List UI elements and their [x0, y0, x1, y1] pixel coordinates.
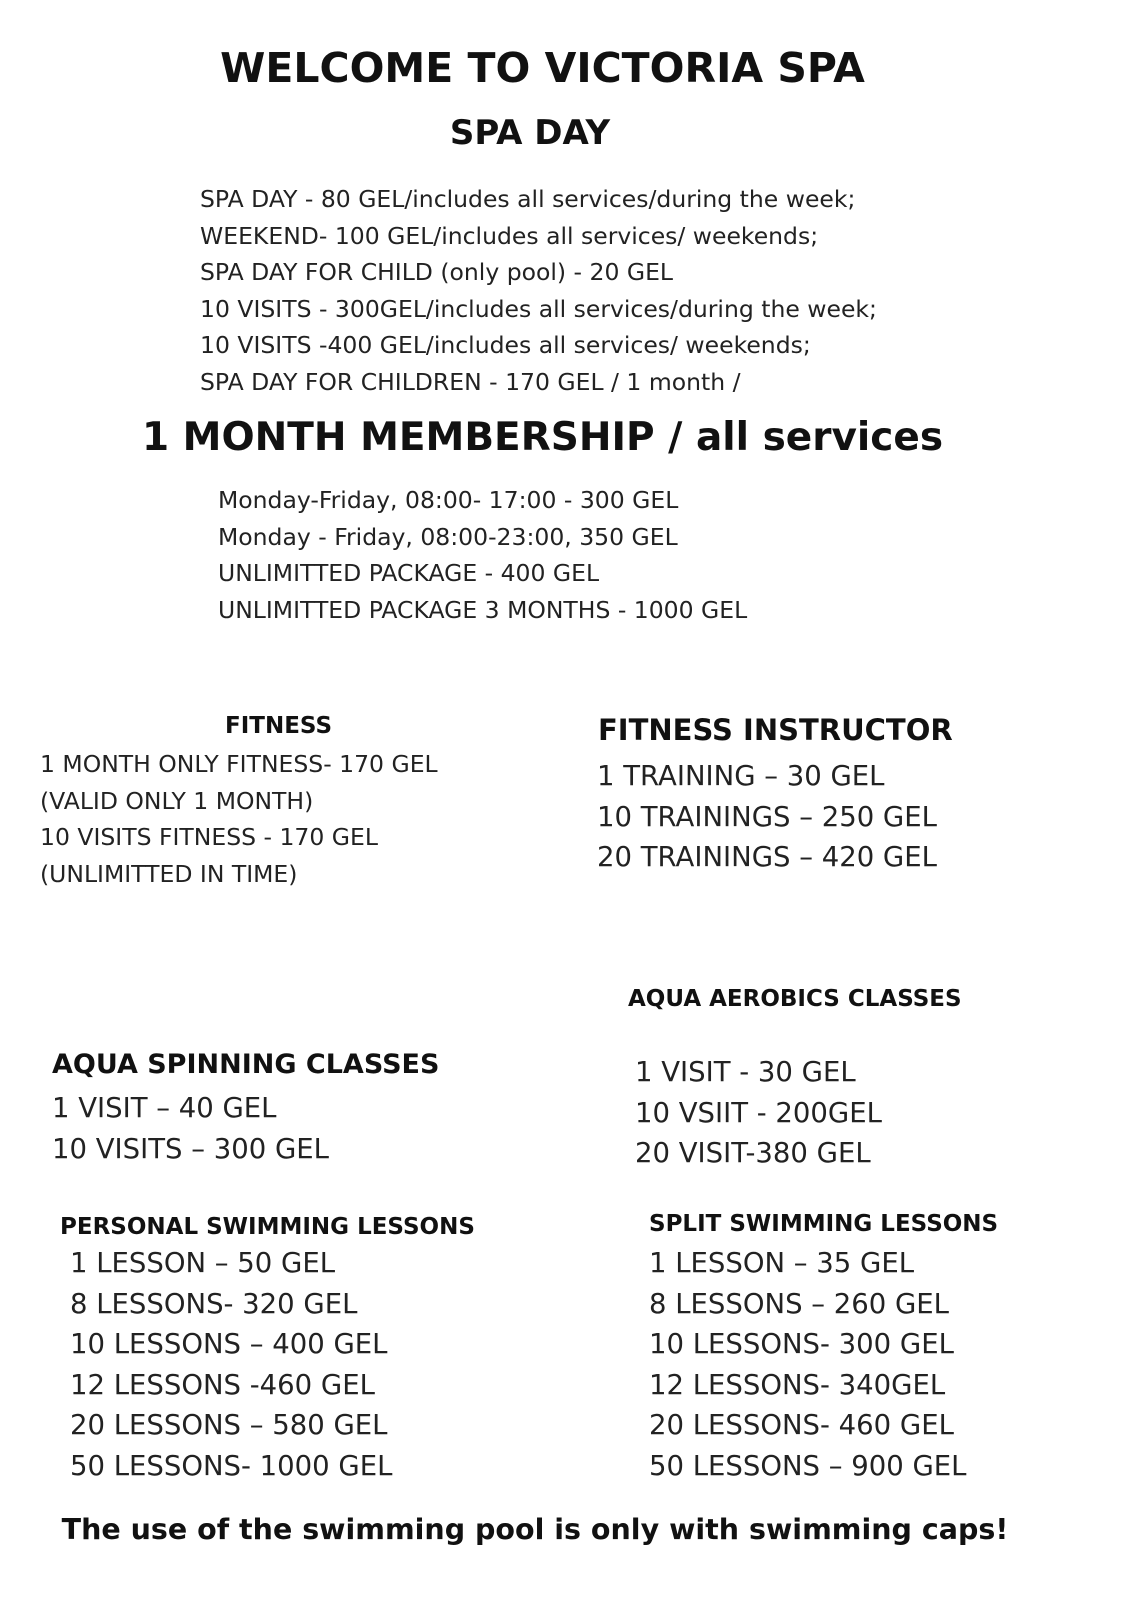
list-item: 1 TRAINING – 30 GEL	[597, 760, 885, 792]
list-item: 20 VISIT-380 GEL	[635, 1137, 871, 1169]
list-item: UNLIMITTED PACKAGE - 400 GEL	[218, 559, 600, 587]
list-item: SPA DAY FOR CHILD (only pool) - 20 GEL	[200, 258, 674, 286]
list-item: 10 VISITS – 300 GEL	[52, 1132, 329, 1165]
list-item: 12 LESSONS- 340GEL	[649, 1368, 946, 1401]
list-item: 10 VISITS -400 GEL/includes all services/ weekends;	[200, 331, 811, 359]
list-item: 10 VSIIT - 200GEL	[635, 1096, 882, 1129]
section-title-personal-swimming: PERSONAL SWIMMING LESSONS	[60, 1214, 475, 1240]
list-item: SPA DAY - 80 GEL/includes all services/during the week;	[200, 185, 856, 213]
list-item: 20 LESSONS- 460 GEL	[649, 1409, 954, 1441]
aqua-spinning-price-list	[52, 1088, 329, 1169]
list-item: (VALID ONLY 1 MONTH)	[40, 786, 314, 815]
aqua-aerobics-price-list	[635, 1052, 882, 1174]
list-item: SPA DAY FOR CHILDREN - 170 GEL / 1 month /	[200, 367, 741, 396]
section-title-spa-day: SPA DAY	[449, 113, 611, 153]
list-item: 20 LESSONS – 580 GEL	[70, 1409, 388, 1441]
fitness-instructor-price-list	[597, 756, 937, 878]
list-item: 1 LESSON – 50 GEL	[70, 1247, 336, 1279]
membership-price-list	[218, 482, 747, 628]
list-item: (UNLIMITTED IN TIME)	[40, 859, 298, 888]
spa-day-price-list	[200, 181, 877, 400]
page-title: WELCOME TO VICTORIA SPA	[220, 44, 865, 92]
list-item: 1 LESSON – 35 GEL	[649, 1247, 915, 1279]
split-swimming-price-list	[649, 1243, 967, 1486]
list-item: 10 LESSONS- 300 GEL	[649, 1328, 954, 1360]
list-item: UNLIMITTED PACKAGE 3 MONTHS - 1000 GEL	[218, 595, 748, 624]
fitness-price-list	[40, 746, 438, 892]
list-item: WEEKEND- 100 GEL/includes all services/ weekends;	[200, 221, 819, 250]
section-title-aqua-spinning: AQUA SPINNING CLASSES	[52, 1049, 440, 1080]
section-title-fitness: FITNESS	[225, 713, 333, 739]
section-title-fitness-instructor: FITNESS INSTRUCTOR	[598, 713, 953, 747]
section-title-aqua-aerobics: AQUA AEROBICS CLASSES	[628, 986, 962, 1012]
list-item: 12 LESSONS -460 GEL	[70, 1368, 375, 1401]
section-title-split-swimming: SPLIT SWIMMING LESSONS	[649, 1211, 999, 1237]
section-title-membership: 1 MONTH MEMBERSHIP / all services	[141, 415, 944, 460]
list-item: 50 LESSONS – 900 GEL	[649, 1449, 967, 1482]
list-item: Monday-Friday, 08:00- 17:00 - 300 GEL	[218, 486, 679, 514]
footer-note: The use of the swimming pool is only with swimming caps!	[61, 1513, 1009, 1546]
list-item: Monday - Friday, 08:00-23:00, 350 GEL	[218, 522, 678, 551]
list-item: 8 LESSONS- 320 GEL	[70, 1287, 358, 1320]
list-item: 10 TRAININGS – 250 GEL	[597, 800, 937, 833]
list-item: 20 TRAININGS – 420 GEL	[597, 841, 937, 873]
list-item: 50 LESSONS- 1000 GEL	[70, 1449, 393, 1482]
list-item: 10 VISITS FITNESS - 170 GEL	[40, 823, 378, 851]
list-item: 1 VISIT – 40 GEL	[52, 1092, 277, 1124]
list-item: 10 LESSONS – 400 GEL	[70, 1328, 388, 1360]
list-item: 1 MONTH ONLY FITNESS- 170 GEL	[40, 750, 438, 778]
list-item: 8 LESSONS – 260 GEL	[649, 1287, 949, 1320]
list-item: 1 VISIT - 30 GEL	[635, 1056, 856, 1088]
personal-swimming-price-list	[70, 1243, 392, 1486]
list-item: 10 VISITS - 300GEL/includes all services/during the week;	[200, 294, 877, 323]
